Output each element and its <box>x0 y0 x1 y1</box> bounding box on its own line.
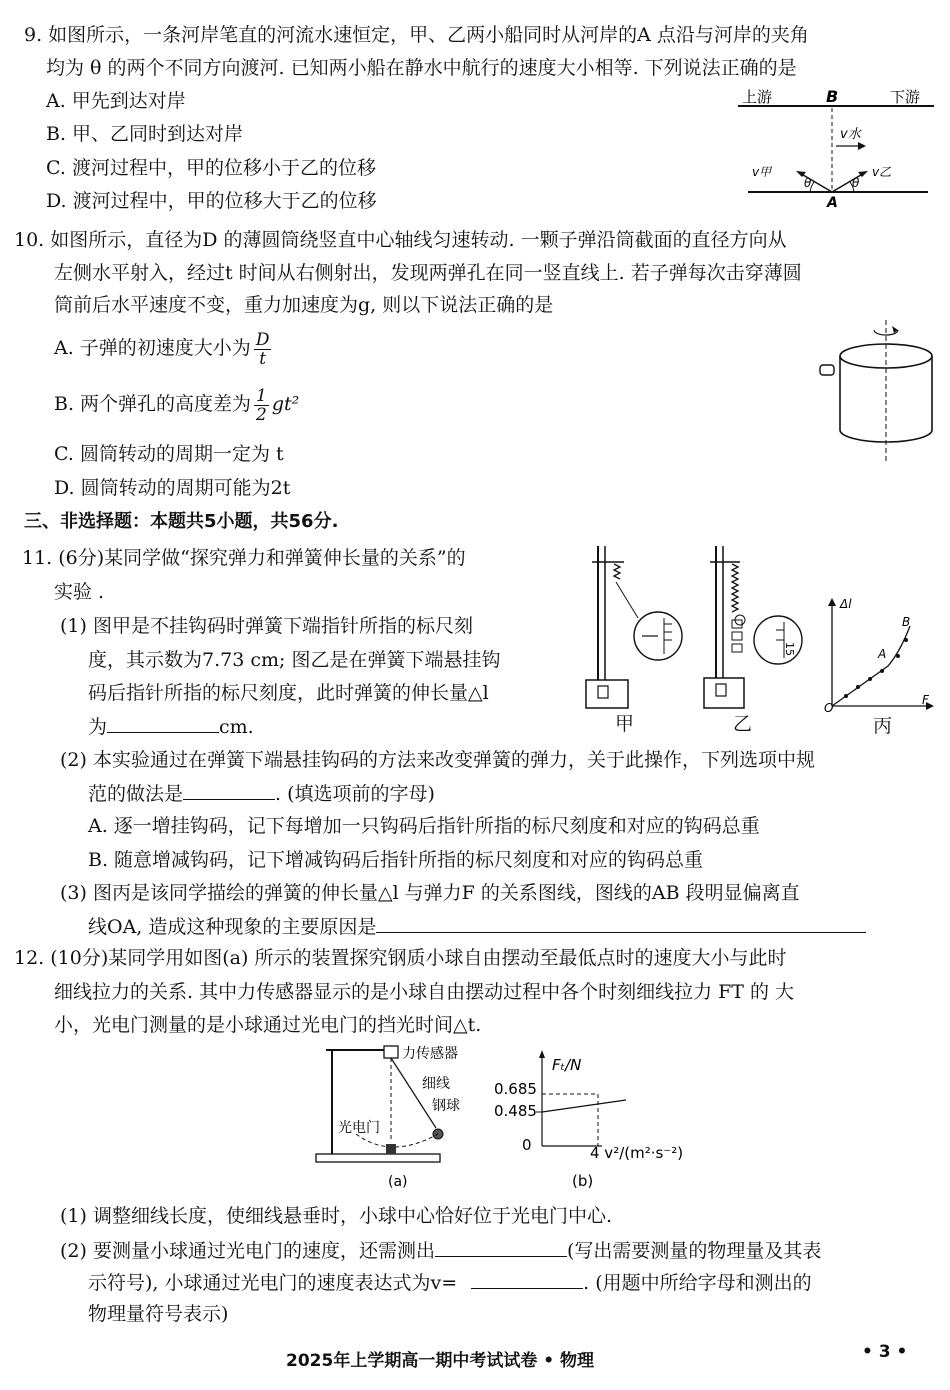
q9-upstream-label: 上游 <box>742 88 773 106</box>
q12-part2-line2 <box>88 1270 812 1295</box>
q11-part2-suffix: . (填选项前的字母) <box>275 783 435 805</box>
q11-part2-prefix: 范的做法是 <box>88 783 184 805</box>
q10-option-b <box>54 382 299 426</box>
q11-part2-line2 <box>88 781 435 806</box>
q12-part2-line2-suffix: . (用题中所给字母和测出的 <box>583 1272 812 1294</box>
q10-option-a-text: A. 子弹的初速度大小为 <box>54 337 251 359</box>
q12-part2-line1 <box>60 1238 821 1263</box>
q10-stem-line2: 左侧水平射入，经过t 时间从右侧射出，发现两弹孔在同一竖直线上. 若子弹每次击穿薄圆 <box>54 262 802 284</box>
q9-point-a-label: A <box>827 195 838 210</box>
q10-option-c: C. 圆筒转动的周期一定为 t <box>54 443 284 465</box>
q11-figure-bing-label: 丙 <box>873 715 893 737</box>
q11-figure-jia <box>578 540 686 738</box>
q9-option-a: A. 甲先到达对岸 <box>46 90 186 112</box>
q10-option-a <box>54 326 274 370</box>
q12-graph-y-0685: 0.685 <box>494 1080 537 1098</box>
q9-river-figure <box>738 84 934 210</box>
q11-figure-yi <box>696 540 808 738</box>
q12-figure-a-apparatus <box>306 1040 490 1190</box>
footer-title: 2025年上学期高一期中考试试卷 • 物理 <box>286 1351 595 1371</box>
q12-answer-blank-2[interactable] <box>471 1270 583 1289</box>
q12-figure-a-caption: (a) <box>388 1174 408 1190</box>
q11-part1-line3: 码后指针所指的标尺刻度，此时弹簧的伸长量△l <box>88 682 489 704</box>
q12-figure-b-graph <box>492 1046 692 1194</box>
q12-ball-label: 钢球 <box>432 1098 460 1114</box>
q11-figure-jia-label: 甲 <box>615 713 635 735</box>
q9-stem-line1: 9. 如图所示，一条河岸笔直的河流水速恒定，甲、乙两小船同时从河岸的A 点沿与河岸的夹角 <box>24 24 809 46</box>
q12-graph-y-0485: 0.485 <box>494 1102 537 1120</box>
q12-thread-label: 细线 <box>422 1076 450 1092</box>
q12-figure-b-caption: (b) <box>572 1172 594 1190</box>
q12-stem-line3: 小，光电门测量的是小球通过光电门的挡光时间△t. <box>54 1014 482 1036</box>
q12-part1: (1) 调整细线长度，使细线悬垂时，小球中心恰好位于光电门中心. <box>60 1205 612 1227</box>
q11-scale-15: 15 <box>783 642 796 656</box>
q9-v-water-label: v水 <box>840 127 861 142</box>
q11-part1-line1: (1) 图甲是不挂钩码时弹簧下端指针所指的标尺刻 <box>60 615 473 637</box>
section-3-heading: 三、非选择题：本题共5小题，共56分. <box>24 511 339 532</box>
page-number: • 3 • <box>862 1342 908 1362</box>
q11-part3-prefix: 线OA, 造成这种现象的主要原因是 <box>88 916 377 938</box>
q11-part3-line1: (3) 图丙是该同学描绘的弹簧的伸长量△l 与弹力F 的关系图线，图线的AB 段明显偏离直 <box>60 882 800 904</box>
q9-theta-left: θ <box>804 176 812 190</box>
q11-answer-blank-3[interactable] <box>376 914 866 933</box>
q10-option-b-fraction <box>254 387 269 424</box>
q12-graph-y-label: Fₜ/N <box>552 1056 582 1074</box>
q12-part2-line3: 物理量符号表示) <box>88 1303 229 1325</box>
q11-graph-f-label: F <box>922 693 929 707</box>
q9-v-jia-label: v甲 <box>752 165 772 179</box>
q9-point-b-label: B <box>826 87 839 106</box>
q12-part2-line2-prefix: 示符号), 小球通过光电门的速度表达式为v= <box>88 1272 458 1294</box>
q11-part1-line2: 度，其示数为7.73 cm; 图乙是在弹簧下端悬挂钩 <box>88 649 501 671</box>
q10-option-a-denominator: t <box>259 348 267 369</box>
q10-option-b-denominator: 2 <box>256 404 267 425</box>
q10-option-d: D. 圆筒转动的周期可能为2t <box>54 477 291 499</box>
q12-sensor-label: 力传感器 <box>402 1046 458 1062</box>
q10-option-b-text: B. 两个弹孔的高度差为 <box>54 393 252 415</box>
q9-stem-line2: 均为 θ 的两个不同方向渡河. 已知两小船在静水中航行的速度大小相等. 下列说法正确的是 <box>46 57 797 79</box>
q11-part2-line1: (2) 本实验通过在弹簧下端悬挂钩码的方法来改变弹簧的弹力，关于此操作，下列选项中规 <box>60 749 815 771</box>
q12-answer-blank-1[interactable] <box>435 1238 567 1257</box>
q11-part1-unit: cm. <box>219 716 254 738</box>
q10-stem-line3: 筒前后水平速度不变，重力加速度为g, 则以下说法正确的是 <box>54 294 554 316</box>
q11-stem-line1: 11. (6分)某同学做“探究弹力和弹簧伸长量的关系”的 <box>22 547 466 569</box>
q11-graph-dl-label: Δl <box>840 597 852 611</box>
q10-cylinder-figure <box>816 318 946 464</box>
q9-theta-right: θ <box>852 176 860 190</box>
q11-figure-yi-label: 乙 <box>733 713 753 735</box>
q11-part1-prefix: 为 <box>88 716 108 738</box>
q9-option-d: D. 渡河过程中，甲的位移大于乙的位移 <box>46 190 377 212</box>
q11-graph-point-b: B <box>902 615 911 629</box>
q11-answer-blank-2[interactable] <box>183 781 275 800</box>
q11-figure-bing-graph <box>818 596 938 714</box>
q11-part3-line2 <box>88 914 866 939</box>
q10-option-a-fraction <box>254 331 272 368</box>
q10-option-b-gt2: gt² <box>271 393 300 415</box>
q11-stem-line2: 实验 . <box>54 581 105 603</box>
q9-downstream-label: 下游 <box>890 88 921 106</box>
q11-part2-option-a: A. 逐一增挂钩码，记下每增加一只钩码后指针所指的标尺刻度和对应的钩码总重 <box>88 815 760 837</box>
q11-part1-line4 <box>88 714 254 739</box>
q12-part2-suffix: (写出需要测量的物理量及其表 <box>566 1240 822 1262</box>
q11-part2-option-b: B. 随意增减钩码，记下增减钩码后指针所指的标尺刻度和对应的钩码总重 <box>88 849 704 871</box>
q10-option-a-numerator: D <box>255 329 270 350</box>
q11-graph-point-a: A <box>878 647 887 661</box>
q10-option-b-numerator: 1 <box>256 385 267 406</box>
q10-stem-line1: 10. 如图所示，直径为D 的薄圆筒绕竖直中心轴线匀速转动. 一颗子弹沿筒截面的直径方向从 <box>14 229 787 251</box>
q9-option-c: C. 渡河过程中，甲的位移小于乙的位移 <box>46 157 376 179</box>
q12-graph-x-label: 4 v²/(m²·s⁻²) <box>590 1144 684 1162</box>
q12-stem-line2: 细线拉力的关系. 其中力传感器显示的是小球自由摆动过程中各个时刻细线拉力 FT 的 大 <box>54 981 795 1003</box>
q12-graph-zero: 0 <box>522 1136 532 1154</box>
q12-part2-prefix: (2) 要测量小球通过光电门的速度，还需测出 <box>60 1240 435 1262</box>
q9-v-yi-label: v乙 <box>872 165 892 179</box>
q12-stem-line1: 12. (10分)某同学用如图(a) 所示的装置探究钢质小球自由摆动至最低点时的速度大小与此时 <box>14 947 787 969</box>
q9-option-b: B. 甲、乙同时到达对岸 <box>46 123 244 145</box>
q12-gate-label: 光电门 <box>338 1120 380 1136</box>
q11-graph-origin: O <box>824 701 834 714</box>
q11-answer-blank-1[interactable] <box>107 714 219 733</box>
